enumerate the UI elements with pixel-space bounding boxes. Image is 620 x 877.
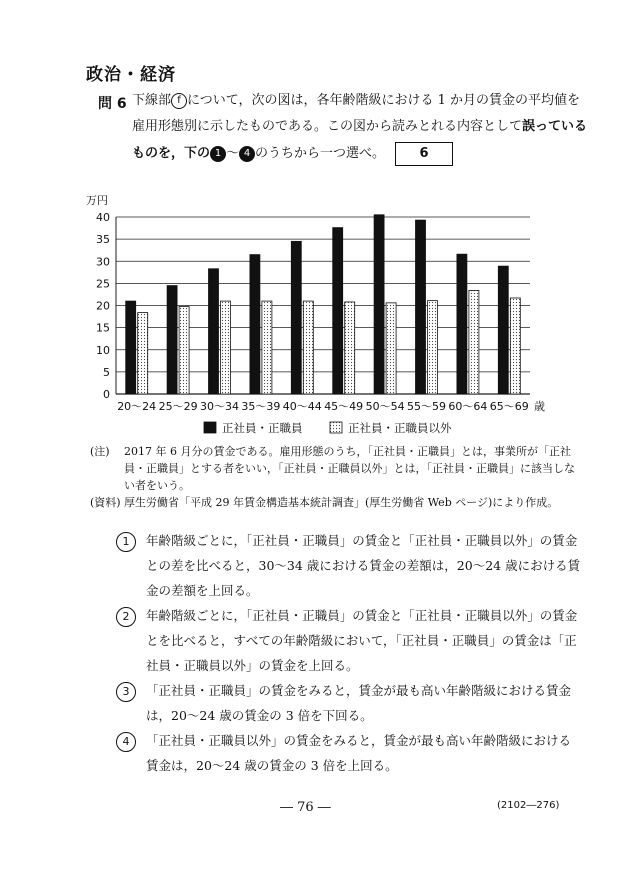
option-3-number: 3 bbox=[116, 682, 136, 702]
y-tick-label: 5 bbox=[103, 365, 110, 379]
y-tick-label: 40 bbox=[96, 211, 110, 224]
bar-non-regular bbox=[510, 298, 520, 394]
question-line-2 bbox=[132, 114, 587, 140]
legend-label: 正社員・正職員以外 bbox=[348, 421, 452, 435]
option-4-line: 「正社員・正職員以外」の賃金をみると，賃金が最も高い年齢階級における bbox=[146, 733, 572, 748]
x-tick-label: 30～34 bbox=[200, 400, 239, 413]
x-tick-label: 65～69 bbox=[489, 400, 529, 413]
x-axis-suffix: 歳 bbox=[534, 400, 545, 413]
page-number: ― 76 ― bbox=[280, 800, 331, 815]
x-tick-label: 45～49 bbox=[324, 400, 364, 413]
bar-regular bbox=[291, 241, 301, 394]
question-text: について，次の図は，各年齢階級における 1 か月の賃金の平均値を bbox=[187, 93, 581, 108]
y-tick-label: 0 bbox=[103, 388, 110, 401]
bar-non-regular bbox=[138, 313, 148, 394]
bar-regular bbox=[167, 286, 177, 394]
question-text: のうちから一つ選べ。 bbox=[255, 146, 386, 161]
option-1-line: 金の差額を上回る。 bbox=[146, 583, 259, 598]
bar-non-regular bbox=[386, 303, 396, 394]
option-3-line: 「正社員・正職員」の賃金をみると，賃金が最も高い年齢階級における賃金 bbox=[146, 683, 572, 698]
bar-non-regular bbox=[262, 301, 272, 394]
note-label: (注) bbox=[90, 445, 110, 458]
question-text: 下線部 bbox=[132, 93, 172, 108]
bar-regular bbox=[209, 269, 219, 394]
option-3-line: は，20～24 歳の賃金の 3 倍を下回る。 bbox=[146, 708, 373, 723]
y-tick-label: 30 bbox=[96, 255, 110, 269]
option-4-number: 4 bbox=[116, 732, 136, 752]
legend-swatch bbox=[204, 422, 216, 433]
bar-non-regular bbox=[179, 306, 189, 394]
y-tick-label: 15 bbox=[96, 321, 110, 335]
exam-code: (2102―276) bbox=[497, 800, 560, 811]
legend-swatch bbox=[330, 422, 342, 433]
note-line-1: 2017 年 6 月分の賃金である。雇用形態のうち，「正社員・正職員」とは，事業所が「正社 bbox=[124, 445, 571, 458]
x-tick-label: 50～54 bbox=[365, 400, 405, 413]
note-line-2: 員・正職員」とする者をいい，「正社員・正職員以外」とは，「正社員・正職員」に該当しな bbox=[124, 462, 575, 475]
bar-non-regular bbox=[428, 301, 438, 394]
y-tick-label: 20 bbox=[96, 299, 110, 313]
option-1-number: 1 bbox=[116, 532, 136, 552]
option-2-line: 年齢階級ごとに，「正社員・正職員」の賃金と「正社員・正職員以外」の賃金 bbox=[146, 608, 578, 623]
legend-label: 正社員・正職員 bbox=[222, 421, 303, 435]
question-line-3 bbox=[132, 141, 453, 167]
bar-non-regular bbox=[345, 302, 355, 394]
question-text: 雇用形態別に示したものである。この図から読みとれる内容として bbox=[132, 119, 523, 134]
bar-regular bbox=[250, 255, 260, 394]
subject-heading: 政治・経済 bbox=[86, 65, 176, 85]
option-2-line: 社員・正職員以外」の賃金を上回る。 bbox=[146, 658, 359, 673]
bar-regular bbox=[498, 266, 508, 394]
question-number: 問 6 bbox=[98, 96, 127, 112]
bar-non-regular bbox=[303, 301, 313, 394]
question-text: ～ bbox=[226, 146, 240, 161]
option-4-line: 賃金は，20～24 歳の賃金の 3 倍を上回る。 bbox=[146, 758, 398, 773]
source-text: 厚生労働省「平成 29 年賃金構造基本統計調査」(厚生労働省 Web ページ)により作成。 bbox=[124, 496, 559, 509]
bar-non-regular bbox=[469, 290, 479, 394]
option-2-number: 2 bbox=[116, 607, 136, 627]
question-emphasis: 誤っている bbox=[522, 119, 588, 134]
y-unit-label: 万円 bbox=[86, 194, 108, 207]
underline-marker: f bbox=[171, 93, 187, 109]
option-1-line: 年齢階級ごとに，「正社員・正職員」の賃金と「正社員・正職員以外」の賃金 bbox=[146, 533, 578, 548]
bar-regular bbox=[457, 254, 467, 394]
question-text: ものを，下の bbox=[132, 146, 211, 161]
bar-non-regular bbox=[221, 301, 231, 394]
bar-regular bbox=[126, 301, 136, 394]
bar-regular bbox=[416, 220, 426, 394]
y-tick-label: 35 bbox=[96, 233, 110, 247]
x-tick-label: 35～39 bbox=[241, 400, 281, 413]
x-tick-label: 25～29 bbox=[158, 400, 198, 413]
bar-regular bbox=[374, 215, 384, 394]
bar-regular bbox=[333, 228, 343, 394]
x-tick-label: 40～44 bbox=[282, 400, 322, 413]
answer-box: 6 bbox=[395, 142, 453, 166]
option-2-line: とを比べると，すべての年齢階級において，「正社員・正職員」の賃金は「正 bbox=[146, 633, 577, 648]
note-line-3: い者をいう。 bbox=[124, 479, 190, 492]
bar-chart bbox=[80, 190, 560, 460]
option-1-line: との差を比べると，30～34 歳における賃金の差額は，20～24 歳における賃 bbox=[146, 558, 581, 573]
x-tick-label: 20～24 bbox=[117, 400, 157, 413]
option-ref: 1 bbox=[210, 146, 226, 162]
x-tick-label: 55～59 bbox=[407, 400, 446, 413]
x-tick-label: 60～64 bbox=[448, 400, 488, 413]
question-line-1 bbox=[132, 88, 580, 114]
y-tick-label: 10 bbox=[96, 343, 110, 357]
source-label: (資料) bbox=[90, 496, 121, 509]
y-tick-label: 25 bbox=[96, 277, 110, 291]
option-ref: 4 bbox=[239, 146, 255, 162]
